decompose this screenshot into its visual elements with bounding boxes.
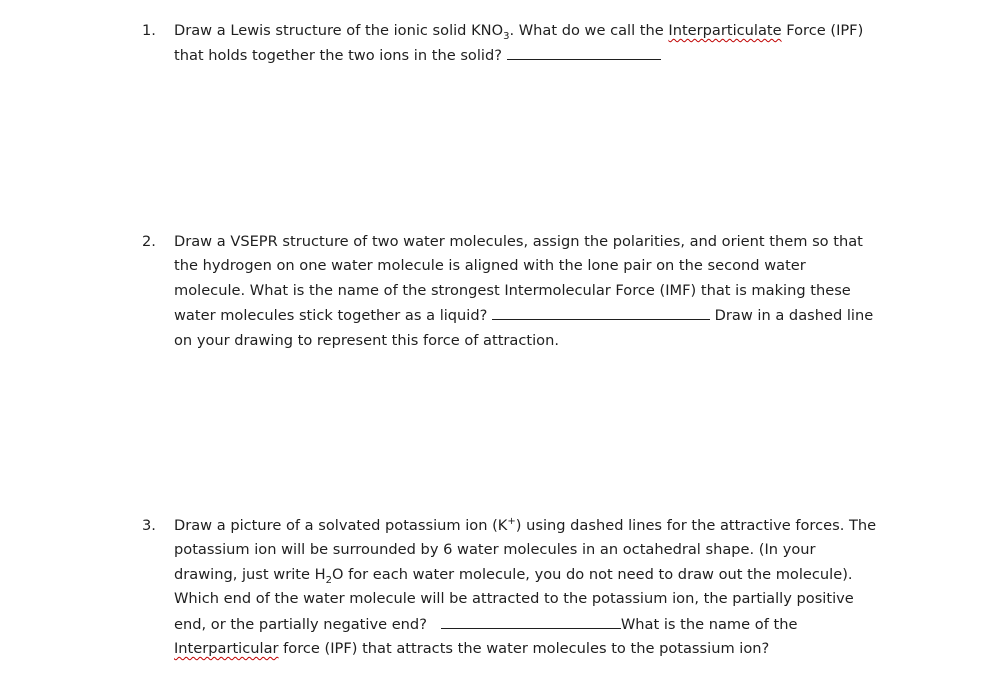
text-run: O for each water molecule, you do not need to draw out the molecule). xyxy=(331,565,853,583)
text-run: end, or the partially negative end? xyxy=(174,615,427,633)
question-line xyxy=(174,563,904,587)
subscript: 2 xyxy=(325,574,332,586)
question-line xyxy=(174,19,904,43)
text-run: . What do we call the xyxy=(509,22,669,39)
text-run: ) using dashed lines for the attractive forces. The xyxy=(515,517,877,534)
question-line: Draw a VSEPR structure of two water molecules, assign the polarities, and orient them so that xyxy=(174,233,863,250)
text-run: water molecules stick together as a liquid? xyxy=(174,307,488,325)
text-run: What is the name of the xyxy=(620,615,798,633)
misspelled-word[interactable]: Interparticular xyxy=(174,640,279,658)
question-number: 3. xyxy=(142,517,156,534)
text-run: Draw in a dashed line xyxy=(714,307,874,325)
answer-blank[interactable] xyxy=(441,612,621,629)
text-run: Force (IPF) xyxy=(781,22,864,39)
question-line: potassium ion will be surrounded by 6 water molecules in an octahedral shape. (In your xyxy=(174,541,816,559)
question-number: 2. xyxy=(142,233,156,250)
answer-blank[interactable] xyxy=(507,43,661,60)
question-text xyxy=(174,514,904,661)
answer-blank[interactable] xyxy=(492,303,710,320)
superscript: + xyxy=(507,516,516,528)
subscript: 3 xyxy=(503,30,510,42)
question-line: Which end of the water molecule will be attracted to the potassium ion, the partially positive xyxy=(174,590,854,608)
text-run: drawing, just write H xyxy=(174,565,326,583)
question-line: on your drawing to represent this force of attraction. xyxy=(174,331,559,349)
question-line xyxy=(174,303,904,328)
question-number: 1. xyxy=(142,22,156,39)
text-run: Draw a Lewis structure of the ionic solid KNO xyxy=(174,22,504,39)
question-line xyxy=(174,43,904,68)
question-line: molecule. What is the name of the strongest Intermolecular Force (IMF) that is making these xyxy=(174,281,851,299)
question-line xyxy=(174,637,904,661)
question-line: the hydrogen on one water molecule is aligned with the lone pair on the second water xyxy=(174,257,806,275)
text-run: Draw a picture of a solvated potassium ion (K xyxy=(174,517,508,534)
question-line xyxy=(174,514,904,538)
question-text xyxy=(174,19,904,69)
text-run: that holds together the two ions in the solid? xyxy=(174,47,502,65)
text-run: force (IPF) that attracts the water molecules to the potassium ion? xyxy=(278,640,770,658)
question-line xyxy=(174,612,904,637)
misspelled-word[interactable]: Interparticulate xyxy=(668,22,782,39)
question-text xyxy=(174,230,904,353)
